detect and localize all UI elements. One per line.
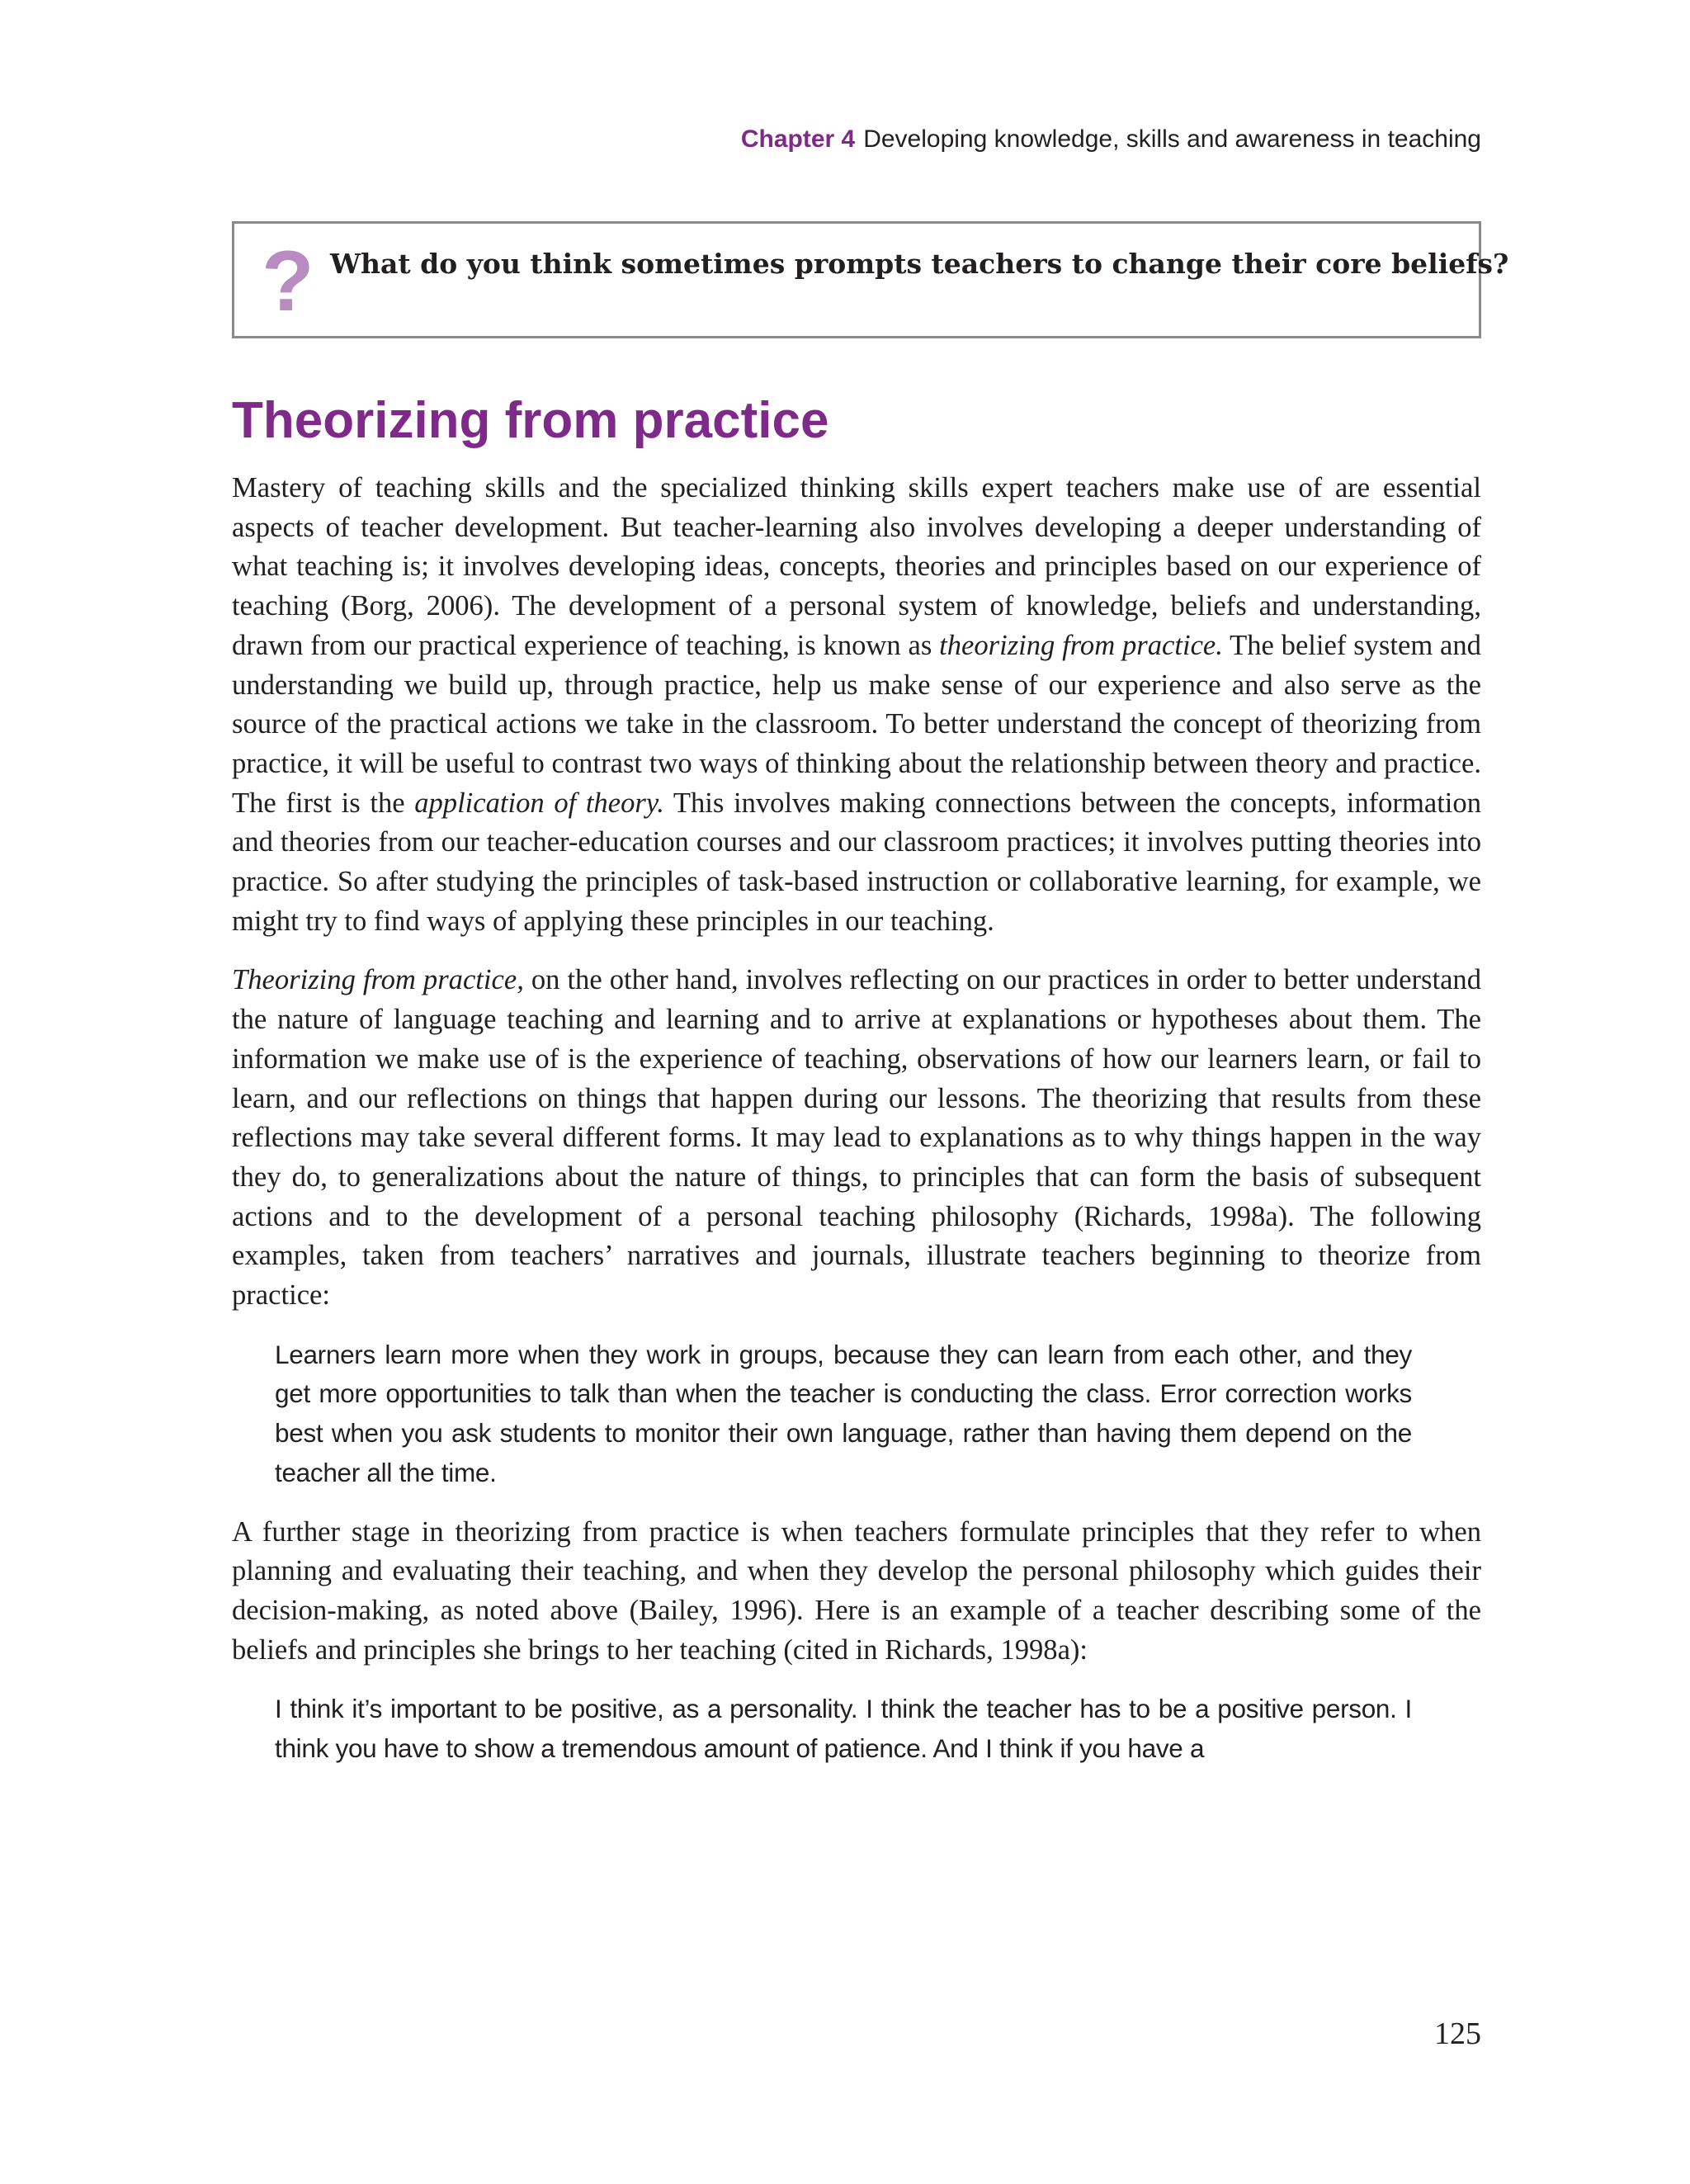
- term-application-of-theory: application of theory.: [414, 787, 664, 819]
- question-mark-icon: ?: [262, 234, 314, 329]
- section-heading: Theorizing from practice: [232, 392, 829, 449]
- reflection-question-text: What do you think sometimes prompts teachers to change their core beliefs?: [330, 248, 1509, 280]
- page-number: 125: [1434, 2016, 1481, 2051]
- term-theorizing-from-practice: theorizing from practice.: [939, 629, 1223, 661]
- body-text: [232, 469, 1481, 1789]
- teacher-quote-2: I think it’s important to be positive, as a personality. I think the teacher has to be a positive person. I think you have to show a tremendous amount of patience. And I think if you have a: [275, 1694, 1412, 1764]
- chapter-label: Chapter 4: [740, 125, 856, 153]
- paragraph-1-part-e: This involves making connections between the concepts, information and theories from our teacher-education courses and our classroom practices; it involves putting theories into practice. So after studying the principles of task-based instruction or collaborative learning, for example, we might try to find ways of applying these principles in our teaching.: [232, 787, 1481, 937]
- paragraph-3: A further stage in theorizing from practice is when teachers formulate principles that they refer to when planning and evaluating their teaching, and when they develop the personal philosophy which guides their decision-making, as noted above (Bailey, 1996). Here is an example of a teacher describing some of the beliefs and principles she brings to her teaching (cited in Richards, 1998a):: [232, 1515, 1481, 1666]
- chapter-title: Developing knowledge, skills and awareness in teaching: [863, 125, 1481, 153]
- paragraph-1-part-c: The belief system and understanding we build up, through practice, help us make sense of our experience and also serve as the source of the practical actions we take in the classroom. To better understand the concept of theorizing from practice, it will be useful to contrast two ways of thinking about the relationship between theory and practice. The first is the: [232, 629, 1481, 819]
- reflection-question-box: [232, 221, 1509, 338]
- paragraph-1: [232, 469, 1481, 941]
- running-header: [741, 125, 1481, 154]
- paragraph-2: [232, 961, 1481, 1315]
- teacher-quote-1: Learners learn more when they work in groups, because they can learn from each other, and they get more opportunities to talk than when the teacher is conducting the class. Error correction works best when you ask students to monitor their own language, rather than having them depend on the teacher all the time.: [275, 1339, 1412, 1487]
- paragraph-2-body: on the other hand, involves reflecting on our practices in order to better understand the nature of language teaching and learning and to arrive at explanations or hypotheses about them. The information we make use of is the experience of teaching, observations of how our learners learn, or fail to learn, and our reflections on things that happen during our lessons. The theorizing that results from these reflections may take several different forms. It may lead to explanations as to why things happen in the way they do, to generalizations about the nature of things, to principles that can form the basis of subsequent actions and to the development of a personal teaching philosophy (Richards, 1998a). The following examples, taken from teachers’ narratives and journals, illustrate teachers beginning to theorize from practice:: [232, 964, 1481, 1312]
- term-theorizing-from-practice-2: Theorizing from practice,: [232, 964, 524, 996]
- paragraph-1-part-a: Mastery of teaching skills and the specialized thinking skills expert teachers make use of are essential aspects of teacher development. But teacher-learning also involves developing a deeper understanding of what teaching is; it involves developing ideas, concepts, theories and principles based on our experience of teaching (Borg, 2006). The development of a personal system of knowledge, beliefs and understanding, drawn from our practical experience of teaching, is known as: [232, 472, 1481, 661]
